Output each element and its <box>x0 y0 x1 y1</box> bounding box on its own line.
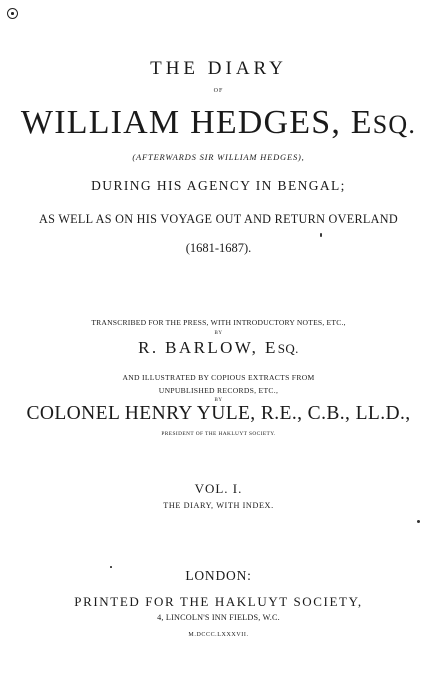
editor-yule: COLONEL HENRY YULE, R.E., C.B., LL.D., <box>26 403 411 424</box>
by-line-2: BY <box>214 398 223 403</box>
transcribed-note: TRANSCRIBED FOR THE PRESS, WITH INTRODUCTORY NOTES, ETC., <box>91 318 346 327</box>
title-name-caps: WILLIAM HEDGES, E <box>20 104 373 141</box>
date-range: (1681-1687). <box>185 241 252 255</box>
ink-speck <box>110 566 112 568</box>
barlow-small: SQ. <box>277 341 299 356</box>
president-note: PRESIDENT OF THE HAKLUYT SOCIETY. <box>161 431 276 437</box>
barlow-caps: R. BARLOW, E <box>138 338 278 357</box>
illustrated-note: AND ILLUSTRATED BY COPIOUS EXTRACTS FROM <box>122 373 315 382</box>
subtitle-voyage: AS WELL AS ON HIS VOYAGE OUT AND RETURN OVERLAND <box>39 212 398 226</box>
imprint-printed: PRINTED FOR THE HAKLUYT SOCIETY, <box>74 594 363 609</box>
title-line-diary: THE DIARY <box>150 58 287 79</box>
corner-circle-icon <box>7 8 18 19</box>
by-line-1: BY <box>214 331 223 336</box>
subtitle-afterwards: (AFTERWARDS SIR WILLIAM HEDGES), <box>132 152 305 162</box>
volume-number: VOL. I. <box>194 481 243 496</box>
title-name <box>0 104 437 142</box>
imprint-london: LONDON: <box>185 568 252 583</box>
unpublished-note: UNPUBLISHED RECORDS, ETC., <box>158 386 279 395</box>
editor-barlow <box>0 338 437 358</box>
imprint-address: 4, LINCOLN'S INN FIELDS, W.C. <box>157 613 280 622</box>
ink-speck <box>417 520 420 523</box>
subtitle-agency: DURING HIS AGENCY IN BENGAL; <box>91 178 346 193</box>
imprint-year: M.DCCC.LXXXVII. <box>188 632 249 638</box>
ink-speck <box>320 233 322 237</box>
title-name-small: SQ. <box>372 110 417 139</box>
title-of: OF <box>213 88 224 94</box>
volume-subtitle: THE DIARY, WITH INDEX. <box>163 501 274 510</box>
